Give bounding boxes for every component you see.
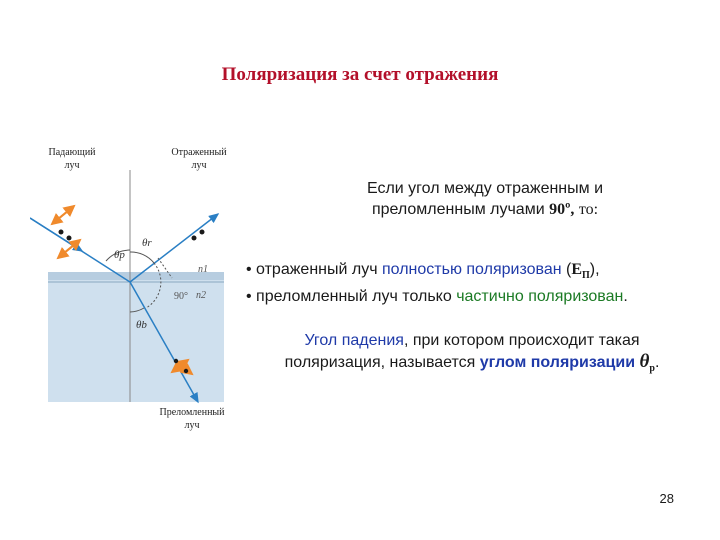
bullet-reflected: • отраженный луч полностью поляризован $(E_П)$, [246, 261, 600, 282]
bullet-refracted: • преломленный луч только частично поляризован. [246, 288, 628, 306]
polarization-diagram [30, 140, 250, 440]
bullet-list [246, 259, 716, 307]
theta-r-label: θr [142, 237, 152, 249]
page-number: 28 [659, 491, 674, 506]
diagram-svg [30, 140, 250, 440]
reflected-dot-1 [192, 236, 197, 241]
incident-dot-2 [67, 236, 72, 241]
condition-text: Если угол между отраженным и преломленным лучами 90º, то: [366, 180, 604, 218]
incident-ray-label: Падающий луч [48, 147, 96, 171]
theta-b-label: θb [136, 319, 147, 331]
polarization-angle-text: Угол падения, при котором происходит такая поляризация, называется углом поляризации $\theta_p$. [284, 332, 660, 375]
refracted-ray-label: Преломленный луч [159, 407, 225, 431]
reflected-ray-label: Отраженный луч [171, 147, 227, 171]
n2-label: n2 [196, 290, 206, 301]
refracted-dot-2 [184, 369, 188, 373]
n1-label: n1 [198, 264, 208, 275]
right-angle-label: 90° [174, 291, 188, 302]
slide-title: Поляризация за счет отражения [221, 64, 499, 85]
reflected-dot-2 [200, 230, 205, 235]
theta-r-arc [130, 252, 154, 263]
theta-p-label: θp [114, 249, 125, 261]
refracted-dot-1 [174, 359, 178, 363]
incident-dot-1 [59, 230, 64, 235]
